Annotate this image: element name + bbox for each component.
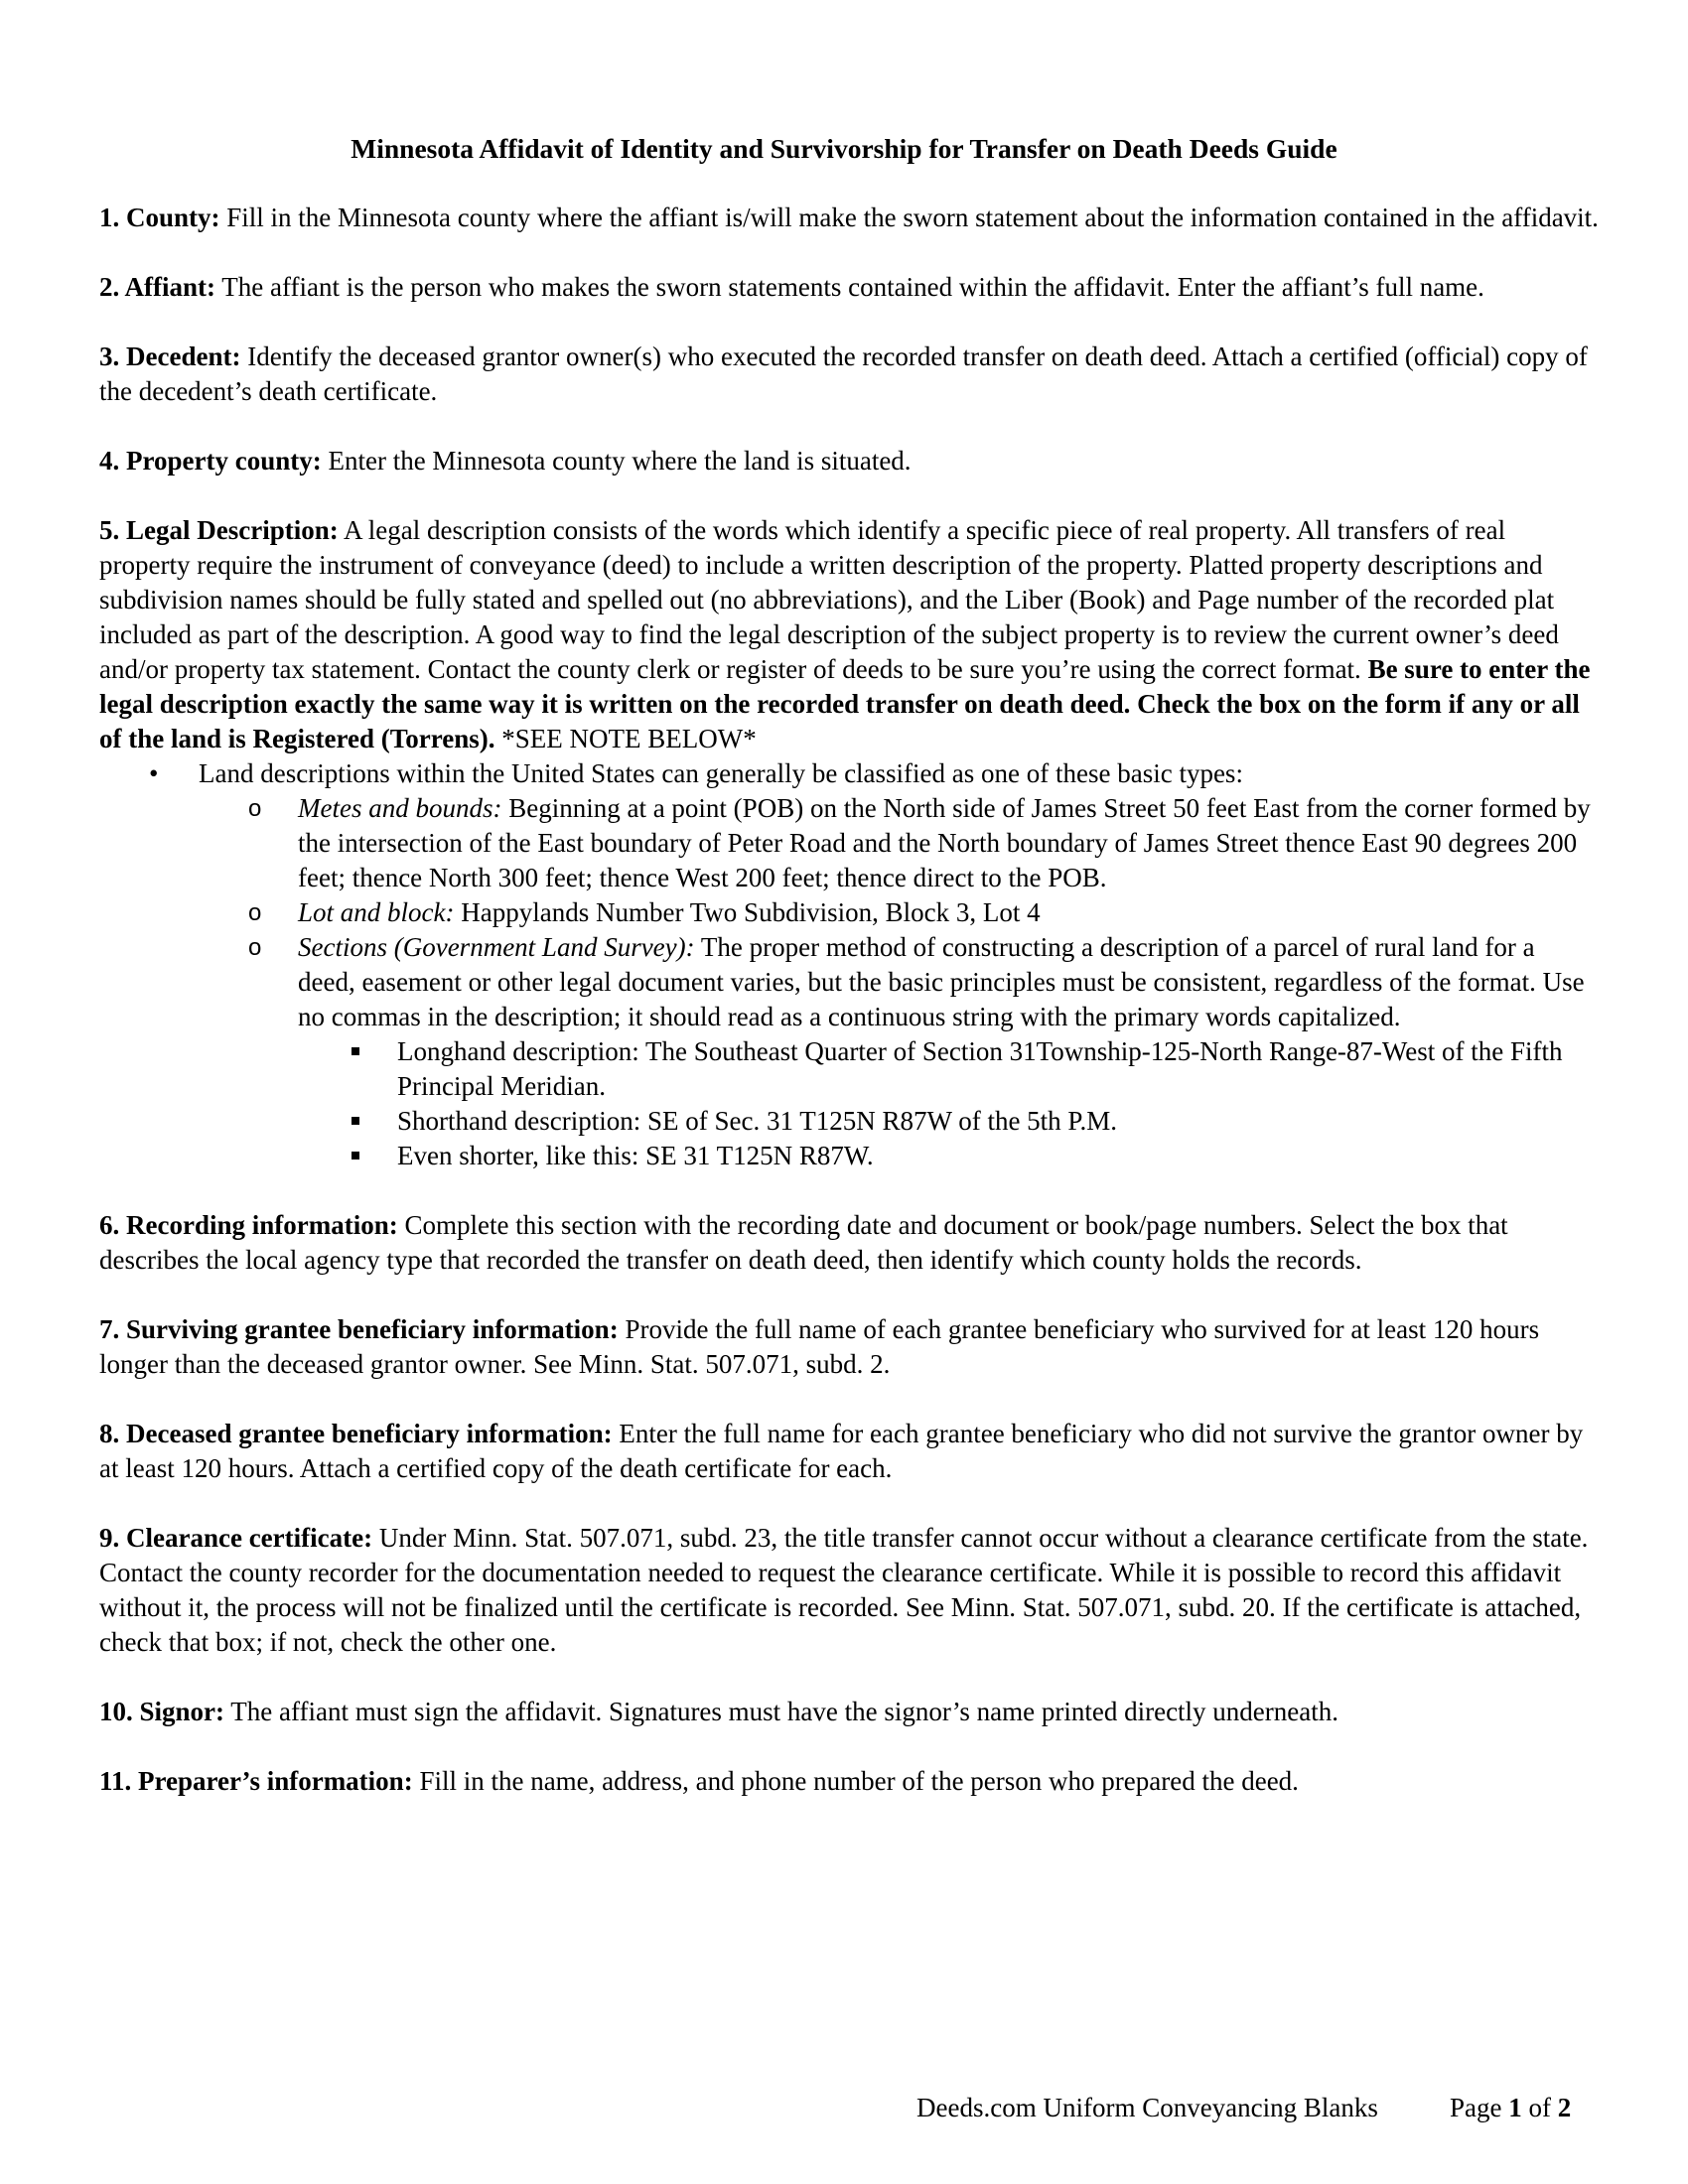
page-total: 2 — [1557, 2093, 1572, 2122]
item-label: Lot and block: — [298, 897, 455, 927]
section-text: A legal description consists of the words which identify a specific piece of real property. All transfers of real property require the instrument of conveyance (deed) to include a written description of the property. Platted property descriptions and subdivision names should be fully stated and spelled out (no abbreviations), and the Liber (Book) and Page number of the recorded plat included as part of the description. A good way to find the legal description of the subject property is to review the current owner’s deed and/or property tax statement. Contact the county clerk or register of deeds to be sure you’re using the correct format. — [99, 515, 1559, 684]
section-affiant — [99, 270, 1599, 305]
section-label: 8. Deceased grantee beneficiary information: — [99, 1419, 613, 1448]
guide-content — [99, 201, 1599, 1834]
section-property-county — [99, 444, 1599, 478]
section-deceased-grantee — [99, 1417, 1599, 1486]
land-type-examples — [199, 791, 1599, 1173]
section-label: 6. Recording information: — [99, 1210, 398, 1240]
list-item: Shorthand description: SE of Sec. 31 T125N R87W of the 5th P.M. — [298, 1104, 1599, 1139]
section-text: Enter the Minnesota county where the land is situated. — [321, 446, 912, 476]
section-text: Identify the deceased grantor owner(s) who executed the recorded transfer on death deed. Attach a certified (official) copy of the decedent’s death certificate. — [99, 341, 1588, 406]
section-signor — [99, 1695, 1599, 1729]
list-item: Even shorter, like this: SE 31 T125N R87W. — [298, 1139, 1599, 1173]
section-text: Provide the full name of each grantee beneficiary who survived for at least 120 hours longer than the deceased grantor owner. See Minn. Stat. 507.071, subd. 2. — [99, 1314, 1540, 1379]
page-title: Minnesota Affidavit of Identity and Survivorship for Transfer on Death Deeds Guide — [351, 133, 1337, 164]
section-text: The affiant is the person who makes the sworn statements contained within the affidavit. Enter the affiant’s full name. — [215, 272, 1484, 302]
section-clearance-certificate — [99, 1521, 1599, 1660]
section-text: Under Minn. Stat. 507.071, subd. 23, the title transfer cannot occur without a clearance certificate from the state. Contact the county recorder for the documentation needed to request the clearance certificate. While it is possible to record this affidavit without it, the process will not be finalized until the certificate is recorded. See Minn. Stat. 507.071, subd. 20. If the certificate is attached, check that box; if not, check the other one. — [99, 1523, 1589, 1657]
page-footer — [0, 2091, 1688, 2130]
section-bold-text: Be sure to enter the legal description exactly the same way it is written on the recorded transfer on death deed. Check the box on the form if any or all of the land is Registered (Torrens). — [99, 654, 1591, 753]
item-label: Sections (Government Land Survey): — [298, 932, 695, 962]
section-surviving-grantee — [99, 1312, 1599, 1382]
section-note: *SEE NOTE BELOW* — [494, 724, 757, 753]
section-label: 2. Affiant: — [99, 272, 215, 302]
section-recording-information — [99, 1208, 1599, 1278]
list-item — [99, 756, 1599, 1173]
list-item: Longhand description: The Southeast Quarter of Section 31Township-125-North Range-87-West of the Fifth Principal Meridian. — [298, 1034, 1599, 1104]
page-current: 1 — [1508, 2093, 1522, 2122]
section-label: 7. Surviving grantee beneficiary information: — [99, 1314, 619, 1344]
item-text: The proper method of constructing a description of a parcel of rural land for a deed, easement or other legal document varies, but the basic principles must be consistent, regardless of the format. Use no commas in the description; it should read as a continuous string with the primary words capitalized. — [298, 932, 1585, 1031]
section-label: 10. Signor: — [99, 1697, 225, 1726]
land-types-list — [99, 756, 1599, 1173]
page-number — [1450, 2091, 1571, 2125]
section-legal-description — [99, 513, 1599, 756]
section-text: Enter the full name for each grantee beneficiary who did not survive the grantor owner by at least 120 hours. Attach a certified copy of the death certificate for each. — [99, 1419, 1584, 1483]
section-county — [99, 201, 1599, 235]
section-label: 9. Clearance certificate: — [99, 1523, 373, 1553]
item-text: Beginning at a point (POB) on the North side of James Street 50 feet East from the corner formed by the intersection of the East boundary of Peter Road and the North boundary of James Street thence East 90 degrees 200 feet; thence North 300 feet; thence West 200 feet; thence direct to the POB. — [298, 793, 1591, 892]
section-preparer — [99, 1764, 1599, 1799]
list-item-lot-block — [199, 895, 1599, 930]
page-of: of — [1521, 2093, 1558, 2122]
section-label: 5. Legal Description: — [99, 515, 339, 545]
section-label: 3. Decedent: — [99, 341, 241, 371]
section-text: Fill in the Minnesota county where the affiant is/will make the sworn statement about the information contained in the affidavit. — [219, 203, 1599, 232]
section-text: Fill in the name, address, and phone number of the person who prepared the deed. — [412, 1766, 1299, 1796]
item-label: Metes and bounds: — [298, 793, 502, 823]
section-label: 1. County: — [99, 203, 220, 232]
section-description-examples — [298, 1034, 1599, 1173]
page-prefix: Page — [1450, 2093, 1509, 2122]
item-text: Happylands Number Two Subdivision, Block 3, Lot 4 — [454, 897, 1041, 927]
list-item-metes-bounds — [199, 791, 1599, 895]
section-label: 11. Preparer’s information: — [99, 1766, 413, 1796]
section-text: Complete this section with the recording date and document or book/page numbers. Select the box that describes the local agency type that recorded the transfer on death deed, then identify which county holds the records. — [99, 1210, 1508, 1275]
footer-brand: Deeds.com Uniform Conveyancing Blanks — [916, 2093, 1378, 2122]
list-item-sections — [199, 930, 1599, 1173]
land-types-intro: Land descriptions within the United States can generally be classified as one of these basic types: — [199, 758, 1243, 788]
section-text: The affiant must sign the affidavit. Signatures must have the signor’s name printed directly underneath. — [224, 1697, 1339, 1726]
section-label: 4. Property county: — [99, 446, 322, 476]
section-decedent — [99, 340, 1599, 409]
